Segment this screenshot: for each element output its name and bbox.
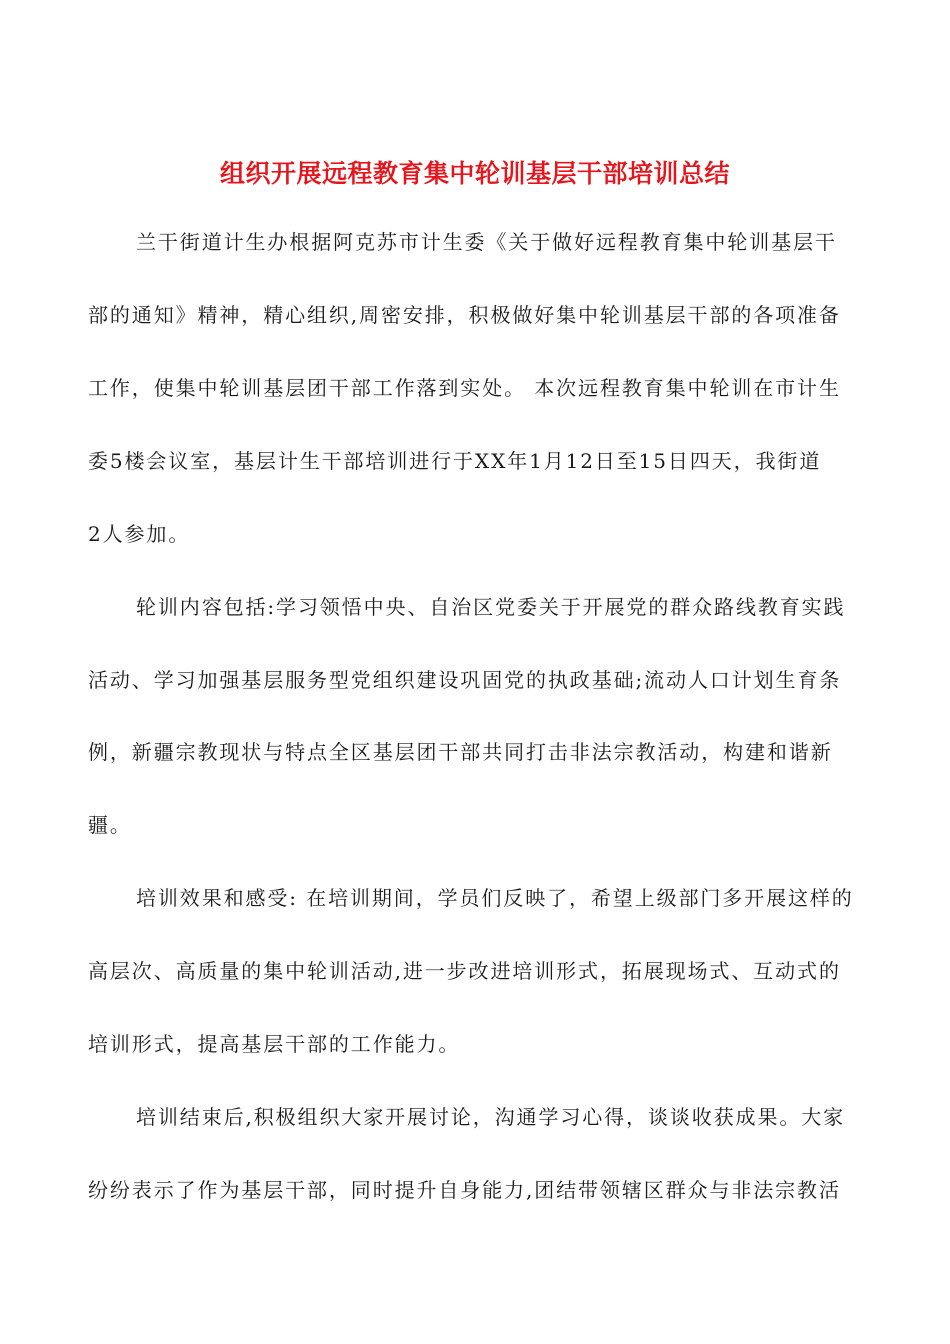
paragraph-3-line-3: 培训形式，提高基层干部的工作能力。: [88, 1032, 461, 1056]
paragraph-2-line-3: 例，新疆宗教现状与特点全区基层团干部共同打击非法宗教活动，构建和谐新: [88, 740, 833, 764]
paragraph-3-line-2: 高层次、高质量的集中轮训活动,进一步改进培训形式，拓展现场式、互动式的: [88, 959, 841, 983]
paragraph-3-line-1: 培训效果和感受: 在培训期间，学员们反映了，希望上级部门多开展这样的: [136, 886, 854, 910]
paragraph-1-line-3: 工作，使集中轮训基层团干部工作落到实处。 本次远程教育集中轮训在市计生: [88, 376, 841, 400]
paragraph-2-line-4: 疆。: [88, 813, 132, 837]
paragraph-1-line-2: 部的通知》精神，精心组织,周密安排，积极做好集中轮训基层干部的各项准备: [88, 303, 841, 327]
paragraph-1-line-4: 委5楼会议室，基层计生干部培训进行于XX年1月12日至15日四天，我街道: [88, 449, 822, 473]
paragraph-2-line-2: 活动、学习加强基层服务型党组织建设巩固党的执政基础;流动人口计划生育条: [88, 668, 842, 692]
document-title: 组织开展远程教育集中轮训基层干部培训总结: [219, 159, 730, 188]
paragraph-4-line-1: 培训结束后,积极组织大家开展讨论，沟通学习心得，谈谈收获成果。大家: [136, 1105, 846, 1129]
paragraph-2-line-1: 轮训内容包括:学习领悟中央、自治区党委关于开展党的群众路线教育实践: [136, 595, 846, 619]
paragraph-4-line-2: 纷纷表示了作为基层干部，同时提升自身能力,团结带领辖区群众与非法宗教活: [88, 1178, 841, 1202]
paragraph-1-line-5: 2人参加。: [88, 522, 191, 546]
paragraph-1-line-1: 兰干街道计生办根据阿克苏市计生委《关于做好远程教育集中轮训基层干: [136, 230, 837, 254]
